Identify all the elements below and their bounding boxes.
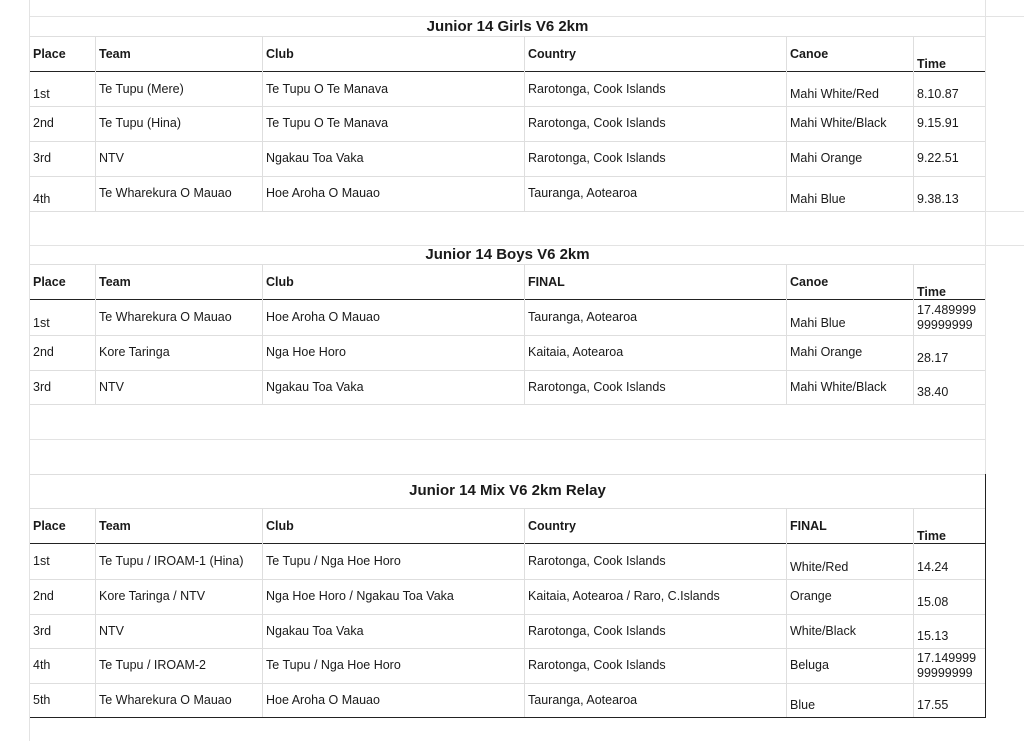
column-divider	[262, 36, 263, 211]
header-bottom-rule	[30, 71, 985, 72]
cell-club: Nga Hoe Horo / Ngakau Toa Vaka	[266, 589, 454, 603]
cell-country: Rarotonga, Cook Islands	[528, 554, 666, 568]
cell-country: Tauranga, Aotearoa	[528, 186, 638, 200]
header-place: Place	[33, 519, 66, 533]
cell-place: 1st	[33, 316, 50, 330]
header-country: FINAL	[528, 275, 565, 289]
cell-time: 17.149999 99999999	[917, 651, 977, 680]
cell-team: Te Wharekura O Mauao	[99, 693, 232, 707]
cell-club: Te Tupu / Nga Hoe Horo	[266, 658, 401, 672]
header-canoe: FINAL	[790, 519, 827, 533]
header-country: Country	[528, 519, 576, 533]
column-divider	[786, 36, 787, 211]
header-canoe: Canoe	[790, 275, 829, 289]
column-divider	[524, 264, 525, 404]
cell-team: Te Wharekura O Mauao	[99, 186, 232, 200]
cell-club: Hoe Aroha O Mauao	[266, 693, 380, 707]
section-bottom-line	[30, 211, 985, 212]
column-divider	[786, 264, 787, 404]
row-divider	[30, 176, 985, 177]
row-divider	[30, 106, 985, 107]
row-divider	[30, 614, 985, 615]
cell-club: Hoe Aroha O Mauao	[266, 186, 380, 200]
row-divider	[30, 335, 985, 336]
cell-club: Ngakau Toa Vaka	[266, 151, 364, 165]
header-team: Team	[99, 47, 131, 61]
cell-canoe: Orange	[790, 589, 832, 603]
cell-team: NTV	[99, 624, 124, 638]
cell-team: Kore Taringa	[99, 345, 170, 359]
cell-place: 1st	[33, 87, 50, 101]
column-divider	[786, 508, 787, 717]
column-divider	[262, 264, 263, 404]
header-club: Club	[266, 275, 294, 289]
cell-canoe: Mahi Orange	[790, 151, 863, 165]
cell-place: 1st	[33, 554, 50, 568]
cell-canoe: White/Black	[790, 624, 856, 638]
header-top-line	[30, 264, 985, 265]
cell-time: 15.08	[917, 595, 949, 609]
cell-time: 38.40	[917, 385, 949, 399]
cell-team: Te Wharekura O Mauao	[99, 310, 232, 324]
header-time: Time	[917, 285, 946, 299]
table-right-border	[985, 474, 986, 718]
cell-team: Kore Taringa / NTV	[99, 589, 206, 603]
row-divider	[30, 579, 985, 580]
section-bottom-line	[30, 404, 985, 405]
cell-country: Rarotonga, Cook Islands	[528, 624, 666, 638]
cell-club: Ngakau Toa Vaka	[266, 380, 364, 394]
cell-country: Tauranga, Aotearoa	[528, 693, 638, 707]
cell-country: Kaitaia, Aotearoa / Raro, C.Islands	[528, 589, 720, 603]
column-divider	[524, 36, 525, 211]
cell-country: Kaitaia, Aotearoa	[528, 345, 624, 359]
cell-canoe: Mahi Blue	[790, 192, 846, 206]
cell-club: Hoe Aroha O Mauao	[266, 310, 380, 324]
cell-place: 2nd	[33, 589, 54, 603]
cell-team: Te Tupu (Hina)	[99, 116, 181, 130]
header-canoe: Canoe	[790, 47, 829, 61]
header-top-line	[30, 508, 985, 509]
cell-time: 28.17	[917, 351, 949, 365]
header-place: Place	[33, 47, 66, 61]
header-team: Team	[99, 519, 131, 533]
cell-team: NTV	[99, 380, 124, 394]
row-divider	[30, 141, 985, 142]
section-bottom-line	[30, 717, 985, 718]
cell-canoe: Mahi White/Black	[790, 380, 887, 394]
cell-canoe: Mahi White/Red	[790, 87, 879, 101]
cell-time: 9.38.13	[917, 192, 959, 206]
header-country: Country	[528, 47, 576, 61]
row-divider	[30, 648, 985, 649]
cell-club: Te Tupu O Te Manava	[266, 82, 389, 96]
cell-country: Rarotonga, Cook Islands	[528, 380, 666, 394]
cell-place: 4th	[33, 192, 51, 206]
cell-country: Tauranga, Aotearoa	[528, 310, 638, 324]
cell-country: Rarotonga, Cook Islands	[528, 151, 666, 165]
header-team: Team	[99, 275, 131, 289]
column-divider	[262, 508, 263, 717]
cell-place: 3rd	[33, 151, 52, 165]
cell-canoe: White/Red	[790, 560, 849, 574]
cell-time: 9.15.91	[917, 116, 959, 130]
cell-country: Rarotonga, Cook Islands	[528, 658, 666, 672]
cell-team: NTV	[99, 151, 124, 165]
cell-time: 14.24	[917, 560, 949, 574]
section-title: Junior 14 Boys V6 2km	[425, 246, 590, 263]
cell-time: 9.22.51	[917, 151, 959, 165]
column-divider	[913, 36, 914, 211]
cell-club: Te Tupu / Nga Hoe Horo	[266, 554, 401, 568]
cell-club: Nga Hoe Horo	[266, 345, 346, 359]
cell-canoe: Mahi White/Black	[790, 116, 887, 130]
cell-team: Te Tupu (Mere)	[99, 82, 184, 96]
sheet-gridline	[30, 439, 985, 440]
cell-time: 15.13	[917, 629, 949, 643]
cell-time: 17.55	[917, 698, 949, 712]
cell-team: Te Tupu / IROAM-2	[99, 658, 206, 672]
row-divider	[30, 683, 985, 684]
header-place: Place	[33, 275, 66, 289]
cell-country: Rarotonga, Cook Islands	[528, 116, 666, 130]
cell-club: Ngakau Toa Vaka	[266, 624, 364, 638]
column-divider	[913, 508, 914, 717]
column-divider	[95, 36, 96, 211]
section-title: Junior 14 Girls V6 2km	[426, 18, 589, 35]
cell-canoe: Beluga	[790, 658, 829, 672]
cell-country: Rarotonga, Cook Islands	[528, 82, 666, 96]
header-club: Club	[266, 47, 294, 61]
cell-canoe: Mahi Orange	[790, 345, 863, 359]
row-divider	[30, 370, 985, 371]
cell-place: 3rd	[33, 624, 52, 638]
column-divider	[95, 264, 96, 404]
header-club: Club	[266, 519, 294, 533]
cell-place: 2nd	[33, 345, 54, 359]
cell-place: 4th	[33, 658, 51, 672]
cell-canoe: Blue	[790, 698, 816, 712]
cell-place: 2nd	[33, 116, 54, 130]
cell-club: Te Tupu O Te Manava	[266, 116, 389, 130]
cell-team: Te Tupu / IROAM-1 (Hina)	[99, 554, 244, 568]
header-time: Time	[917, 529, 946, 543]
cell-canoe: Mahi Blue	[790, 316, 846, 330]
cell-place: 3rd	[33, 380, 52, 394]
column-divider	[95, 508, 96, 717]
sheet-gridline	[985, 0, 986, 474]
column-divider	[913, 264, 914, 404]
cell-place: 5th	[33, 693, 51, 707]
section-title: Junior 14 Mix V6 2km Relay	[409, 482, 606, 499]
column-divider	[524, 508, 525, 717]
header-top-line	[30, 36, 985, 37]
header-bottom-rule	[30, 299, 985, 300]
title-top-line	[30, 474, 985, 475]
header-bottom-rule	[30, 543, 985, 544]
header-time: Time	[917, 57, 946, 71]
cell-time: 17.489999 99999999	[917, 303, 977, 332]
cell-time: 8.10.87	[917, 87, 959, 101]
